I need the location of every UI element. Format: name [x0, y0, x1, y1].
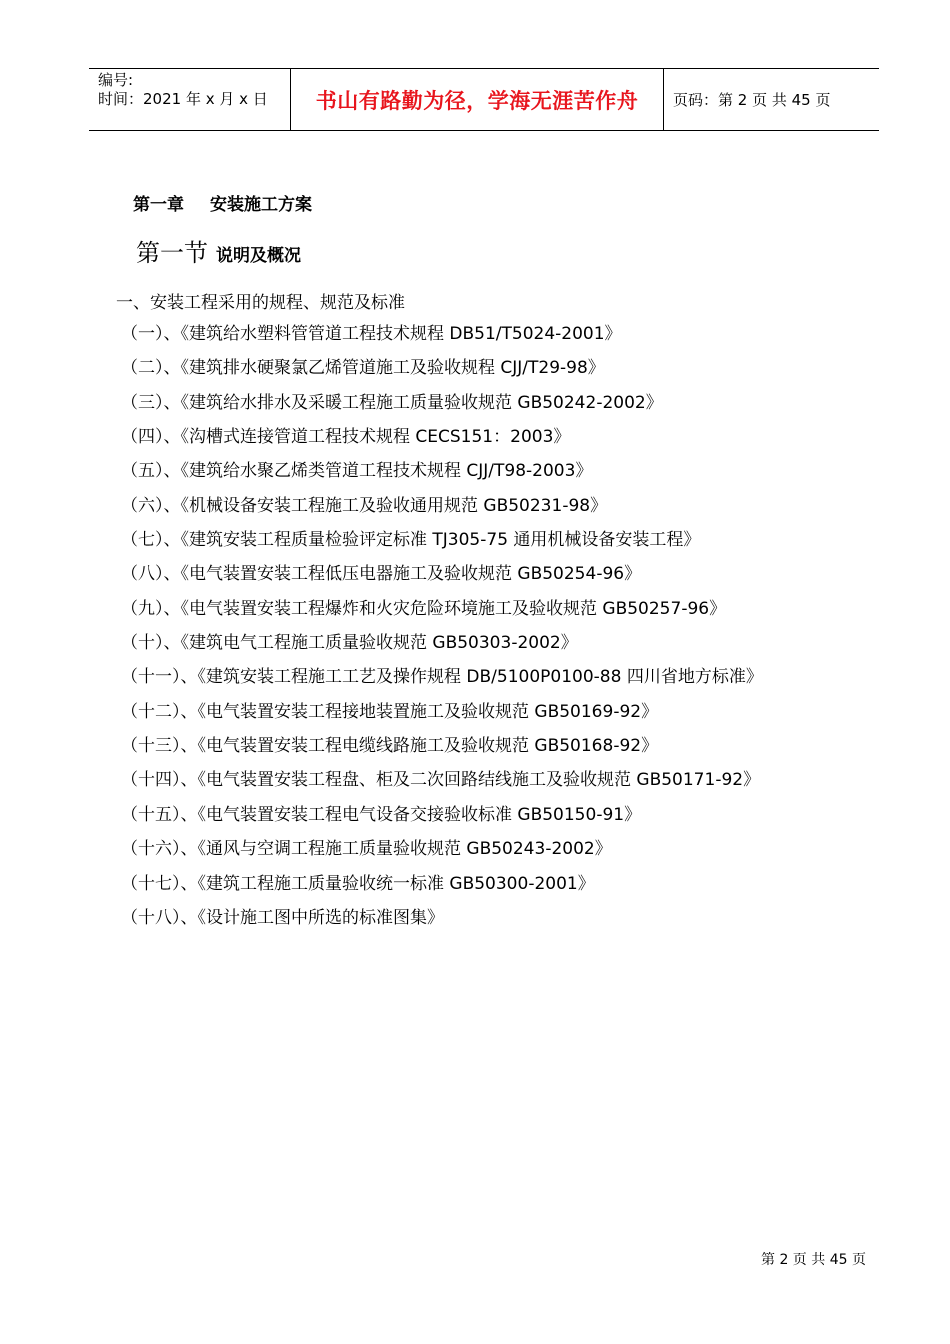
- chapter-heading: [133, 190, 312, 215]
- list-item: （十六）、《通风与空调工程施工质量验收规范 GB50243-2002》: [121, 839, 612, 860]
- list-item: （八）、《电气装置安装工程低压电器施工及验收规范 GB50254-96》: [121, 564, 642, 585]
- section-title: 说明及概况: [216, 246, 301, 266]
- chapter-title: 安装施工方案: [210, 195, 312, 215]
- header-motto: 书山有路勤为径，学海无涯苦作舟: [291, 69, 664, 130]
- list-item: （四）、《沟槽式连接管道工程技术规程 CECS151：2003》: [121, 427, 571, 448]
- section-number: 第一节: [136, 239, 208, 267]
- list-item: （十）、《建筑电气工程施工质量验收规范 GB50303-2002》: [121, 633, 578, 654]
- list-item: （十三）、《电气装置安装工程电缆线路施工及验收规范 GB50168-92》: [121, 736, 659, 757]
- standards-list: [121, 322, 763, 940]
- section-heading: [136, 233, 301, 268]
- chapter-number: 第一章: [133, 195, 184, 215]
- list-item: （六）、《机械设备安装工程施工及验收通用规范 GB50231-98》: [121, 495, 608, 516]
- header-page-info: 页码：第 2 页 共 45 页: [673, 91, 831, 109]
- list-item: （十八）、《设计施工图中所选的标准图集》: [121, 907, 444, 928]
- page-header: [89, 68, 879, 131]
- list-item: （十七）、《建筑工程施工质量验收统一标准 GB50300-2001》: [121, 873, 595, 894]
- document-date: 时间：2021 年 x 月 x 日: [98, 90, 268, 108]
- list-item: （五）、《建筑给水聚乙烯类管道工程技术规程 CJJ/T98-2003》: [121, 461, 593, 482]
- document-number-label: 编号:: [98, 71, 134, 89]
- list-item: （九）、《电气装置安装工程爆炸和火灾危险环境施工及验收规范 GB50257-96》: [121, 598, 727, 619]
- list-item: （三）、《建筑给水排水及采暖工程施工质量验收规范 GB50242-2002》: [121, 392, 663, 413]
- standards-intro: 一、安装工程采用的规程、规范及标准: [116, 293, 405, 313]
- list-item: （十二）、《电气装置安装工程接地装置施工及验收规范 GB50169-92》: [121, 701, 659, 722]
- list-item: （一）、《建筑给水塑料管管道工程技术规程 DB51/T5024-2001》: [121, 324, 622, 344]
- page-footer: 第 2 页 共 45 页: [761, 1252, 866, 1268]
- header-meta: [89, 69, 291, 130]
- list-item: （二）、《建筑排水硬聚氯乙烯管道施工及验收规程 CJJ/T29-98》: [121, 358, 605, 379]
- list-item: （七）、《建筑安装工程质量检验评定标准 TJ305-75 通用机械设备安装工程》: [121, 530, 701, 551]
- list-item: （十四）、《电气装置安装工程盘、柜及二次回路结线施工及验收规范 GB50171-92》: [121, 770, 761, 791]
- list-item: （十五）、《电气装置安装工程电气设备交接验收标准 GB50150-91》: [121, 804, 642, 825]
- list-item: （十一）、《建筑安装工程施工工艺及操作规程 DB/5100P0100-88 四川省地方标准》: [121, 667, 763, 688]
